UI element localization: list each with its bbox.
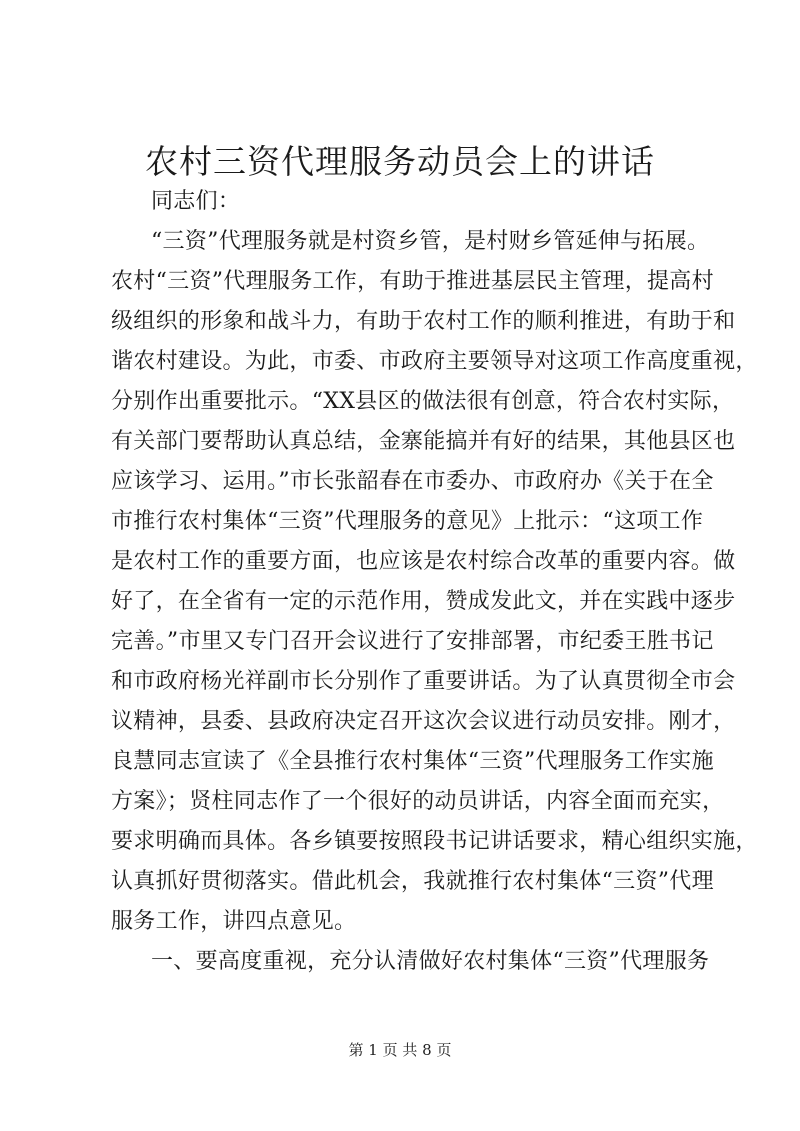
body-line: 市推行农村集体“三资”代理服务的意见》上批示：“这项工作 [111,509,704,534]
body-line: 要求明确而具体。各乡镇要按照段书记讲话要求，精心组织实施， [111,829,758,854]
document-title: 农村三资代理服务动员会上的讲话 [145,142,655,181]
body-line: 完善。”市里又专门召开会议进行了安排部署，市纪委王胜书记 [111,629,714,654]
section-heading-line: 一、要高度重视，充分认清做好农村集体“三资”代理服务 [151,949,710,974]
body-line: 好了，在全省有一定的示范作用，赞成发此文，并在实践中逐步 [111,589,736,614]
body-line: 服务工作，讲四点意见。 [111,909,357,934]
document-body [111,182,758,982]
body-line: 方案》；贤柱同志作了一个很好的动员讲话，内容全面而充实， [111,789,725,814]
body-line: 是农村工作的重要方面，也应该是农村综合改革的重要内容。做 [111,549,736,574]
body-line: 议精神，县委、县政府决定召开这次会议进行动员安排。刚才， [111,709,736,734]
body-line: 和市政府杨光祥副市长分别作了重要讲话。为了认真贯彻全市会 [111,669,736,694]
body-line: 有关部门要帮助认真总结，金寨能搞并有好的结果，其他县区也 [111,429,736,454]
salutation-line: 同志们： [151,189,241,214]
body-line: 级组织的形象和战斗力，有助于农村工作的顺利推进，有助于和 [111,309,736,334]
body-line: 应该学习、运用。”市长张韶春在市委办、市政府办《关于在全 [111,469,714,494]
body-line: 良慧同志宣读了《全县推行农村集体“三资”代理服务工作实施 [111,749,714,774]
body-line: 谐农村建设。为此，市委、市政府主要领导对这项工作高度重视， [111,349,758,374]
page-footer: 第 1 页 共 8 页 [348,1041,452,1059]
body-line: 农村“三资”代理服务工作，有助于推进基层民主管理，提高村 [111,269,714,294]
body-line: 分别作出重要批示。“XX县区的做法很有创意，符合农村实际， [111,389,735,414]
body-line: “三资”代理服务就是村资乡管，是村财乡管延伸与拓展。 [151,229,710,254]
body-line: 认真抓好贯彻落实。借此机会，我就推行农村集体“三资”代理 [111,869,714,894]
